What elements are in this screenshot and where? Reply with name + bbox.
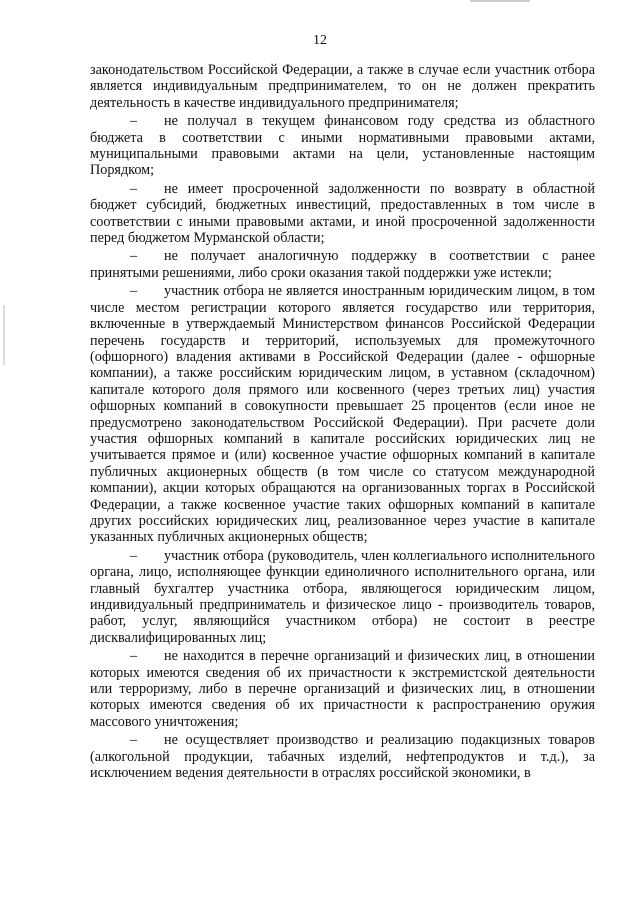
paragraph-text: участник отбора не является иностранным юридическим лицом, в том числе местом регистрации которого является государство или территория, включенные в утверждаемый Министерством финансов Российской Федерации перечень государств и территорий, используемых для промежуточного (офшорного) владения активами в Российской Федерации (далее - офшорные компании), а также российским юридическим лицом, в уставном (складочном) капитале которого доля прямого или косвенного (через третьих лиц) участия офшорных компаний в совокупности превышает 25 процентов (если иное не предусмотрено законодательством Российской Федерации). При расчете доли участия офшорных компаний в капитале российских юридических лиц не учитывается прямое и (или) косвенное участие офшорных компаний в капитале публичных акционерных обществ (в том числе со статусом международной компании), акции которых обращаются на организованных торгах в Российской Федерации, а также косвенное участие таких офшорных компаний в капитале других российских юридических лиц, реализованное через участие в капитале указанных публичных акционерных обществ; (90, 283, 595, 546)
paragraph-text: не получал в текущем финансовом году средства из областного бюджета в соответствии с иными нормативными правовыми актами, муниципальными правовыми актами на цели, установленные настоящим Порядком; (90, 113, 595, 179)
list-dash: – (130, 248, 138, 265)
list-dash: – (130, 283, 138, 300)
paragraph-list-item (90, 113, 595, 179)
list-dash: – (130, 180, 138, 197)
paragraph-list-item (90, 548, 595, 646)
list-dash: – (130, 732, 138, 749)
list-dash: – (130, 547, 138, 564)
paragraph-list-item (90, 648, 595, 730)
paragraph-text: участник отбора (руководитель, член коллегиального исполнительного органа, лицо, исполняющее функции единоличного исполнительного органа, или главный бухгалтер участника отбора, являющегося юридическим лицом, индивидуальный предприниматель и физическое лицо - производитель товаров, работ, услуг, являющийся участником отбора) не состоит в реестре дисквалифицированных лиц; (90, 547, 595, 646)
list-dash: – (130, 113, 138, 130)
paragraph-list-item (90, 248, 595, 281)
paragraph-text: не имеет просроченной задолженности по возврату в областной бюджет субсидий, бюджетных инвестиций, предоставленных в том числе в соответствии с иными правовыми актами, и иной просроченной задолженности перед бюджетом Мурманской области; (90, 180, 595, 247)
paragraph-list-item (90, 181, 595, 247)
page-number: 12 (313, 33, 327, 48)
paragraph-text: не находится в перечне организаций и физических лиц, в отношении которых имеются сведения об их причастности к экстремистской деятельности или терроризму, либо в перечне организаций и физических лиц, в отношении которых имеются сведения об их причастности к распространению оружия массового уничтожения; (90, 648, 595, 730)
paragraph-text: законодательством Российской Федерации, а также в случае если участник отбора является индивидуальным предпринимателем, то он не должен прекратить деятельность в качестве индивидуального предпринимателя; (90, 62, 595, 111)
scan-artifact-top (470, 0, 530, 2)
list-dash: – (130, 648, 138, 665)
scan-artifact-left (3, 305, 5, 365)
document-body (90, 62, 595, 783)
paragraph-continuation (90, 62, 595, 111)
paragraph-list-item (90, 732, 595, 781)
paragraph-text: не получает аналогичную поддержку в соответствии с ранее принятыми решениями, либо сроки оказания такой поддержки уже истекли; (90, 248, 595, 281)
paragraph-text: не осуществляет производство и реализацию подакцизных товаров (алкогольной продукции, табачных изделий, нефтепродуктов и т.д.), за исключением ведения деятельности в отраслях российской экономики, в (90, 732, 595, 782)
paragraph-list-item (90, 283, 595, 546)
